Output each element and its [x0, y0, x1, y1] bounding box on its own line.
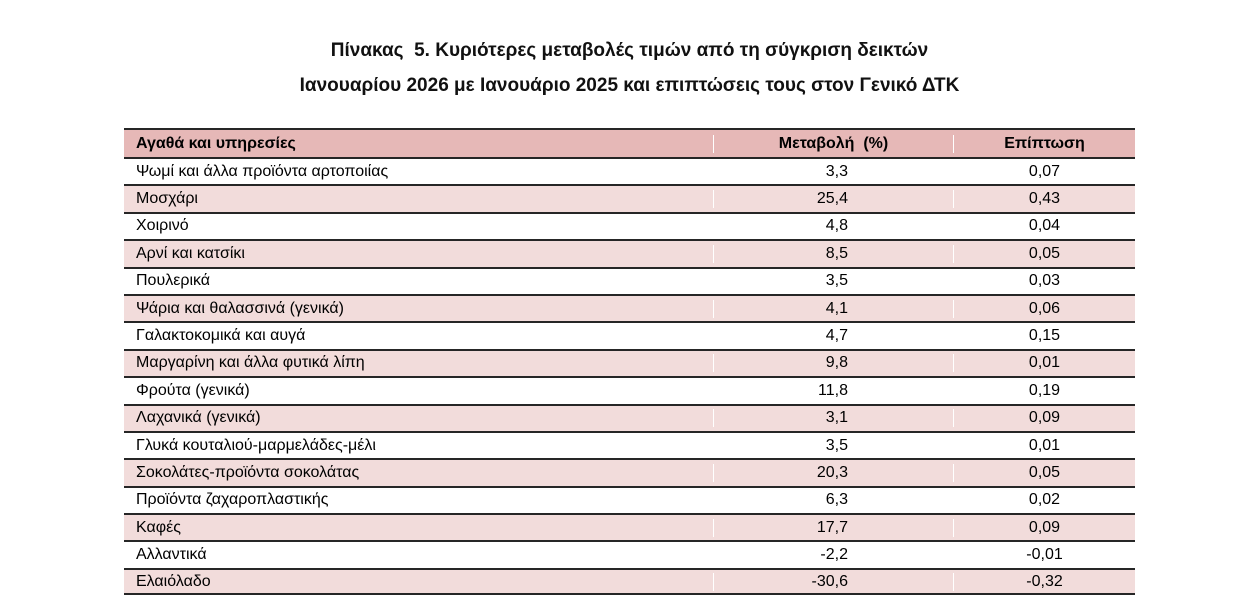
- impact-cell: 0,05: [953, 245, 1135, 263]
- change-cell: 25,4: [713, 190, 953, 208]
- impact-cell: 0,01: [953, 354, 1135, 372]
- goods-cell: Αρνί και κατσίκι: [136, 244, 245, 262]
- change-cell: -2,2: [713, 546, 953, 564]
- table-row: [124, 404, 1135, 431]
- header-change: Μεταβολή (%): [713, 135, 953, 153]
- impact-cell: 0,07: [953, 163, 1135, 181]
- goods-cell: Γαλακτοκομικά και αυγά: [136, 327, 306, 345]
- table-row: [124, 431, 1135, 458]
- table-row: [124, 486, 1135, 513]
- goods-cell: Σοκολάτες-προϊόντα σοκολάτας: [136, 463, 360, 481]
- goods-cell: Γλυκά κουταλιού-μαρμελάδες-μέλι: [136, 436, 376, 454]
- goods-cell: Πουλερικά: [136, 272, 211, 290]
- table-row: [124, 239, 1135, 266]
- change-cell: 3,5: [713, 272, 953, 290]
- goods-cell: Μαργαρίνη και άλλα φυτικά λίπη: [136, 354, 365, 372]
- table-row: [124, 294, 1135, 321]
- change-cell: 4,1: [713, 300, 953, 318]
- impact-cell: 0,02: [953, 491, 1135, 509]
- impact-cell: 0,43: [953, 190, 1135, 208]
- impact-cell: 0,19: [953, 382, 1135, 400]
- impact-cell: 0,09: [953, 519, 1135, 537]
- impact-cell: 0,09: [953, 409, 1135, 427]
- change-cell: 3,1: [713, 409, 953, 427]
- goods-cell: Μοσχάρι: [136, 190, 198, 208]
- goods-cell: Καφές: [136, 518, 181, 536]
- change-cell: 17,7: [713, 519, 953, 537]
- table-row: [124, 267, 1135, 294]
- table-row: [124, 321, 1135, 348]
- table-row: [124, 376, 1135, 403]
- impact-cell: -0,32: [953, 573, 1135, 591]
- table-title-line2: Ιανουαρίου 2026 με Ιανουάριο 2025 και επιπτώσεις τους στον Γενικό ΔΤΚ: [299, 75, 960, 96]
- impact-cell: 0,06: [953, 300, 1135, 318]
- table-row: [124, 568, 1135, 595]
- table-row: [124, 184, 1135, 211]
- goods-cell: Ψάρια και θαλασσινά (γενικά): [136, 299, 344, 317]
- goods-cell: Λαχανικά (γενικά): [136, 409, 261, 427]
- change-cell: 4,7: [713, 327, 953, 345]
- change-cell: 20,3: [713, 464, 953, 482]
- change-cell: 3,5: [713, 437, 953, 455]
- impact-cell: 0,03: [953, 272, 1135, 290]
- table-header-row: [124, 128, 1135, 157]
- table-row: [124, 157, 1135, 184]
- change-cell: 3,3: [713, 163, 953, 181]
- goods-cell: Ελαιόλαδο: [136, 572, 211, 590]
- header-goods: Αγαθά και υπηρεσίες: [136, 134, 296, 152]
- change-cell: 9,8: [713, 354, 953, 372]
- table-row: [124, 513, 1135, 540]
- change-cell: 11,8: [713, 382, 953, 400]
- table-row: [124, 458, 1135, 485]
- impact-cell: -0,01: [953, 546, 1135, 564]
- change-cell: -30,6: [713, 573, 953, 591]
- impact-cell: 0,01: [953, 437, 1135, 455]
- goods-cell: Αλλαντικά: [136, 546, 207, 564]
- goods-cell: Ψωμί και άλλα προϊόντα αρτοποιίας: [136, 162, 389, 180]
- change-cell: 4,8: [713, 217, 953, 235]
- impact-cell: 0,04: [953, 217, 1135, 235]
- table-title: [124, 33, 1135, 103]
- goods-cell: Χοιρινό: [136, 217, 189, 235]
- header-impact: Επίπτωση: [953, 135, 1135, 153]
- price-changes-table: [124, 128, 1135, 595]
- goods-cell: Φρούτα (γενικά): [136, 381, 250, 399]
- table-row: [124, 540, 1135, 567]
- impact-cell: 0,05: [953, 464, 1135, 482]
- table-row: [124, 349, 1135, 376]
- change-cell: 8,5: [713, 245, 953, 263]
- table-title-line1: Πίνακας 5. Κυριότερες μεταβολές τιμών από τη σύγκριση δεικτών: [330, 40, 929, 61]
- goods-cell: Προϊόντα ζαχαροπλαστικής: [136, 491, 329, 509]
- table-row: [124, 212, 1135, 239]
- impact-cell: 0,15: [953, 327, 1135, 345]
- change-cell: 6,3: [713, 491, 953, 509]
